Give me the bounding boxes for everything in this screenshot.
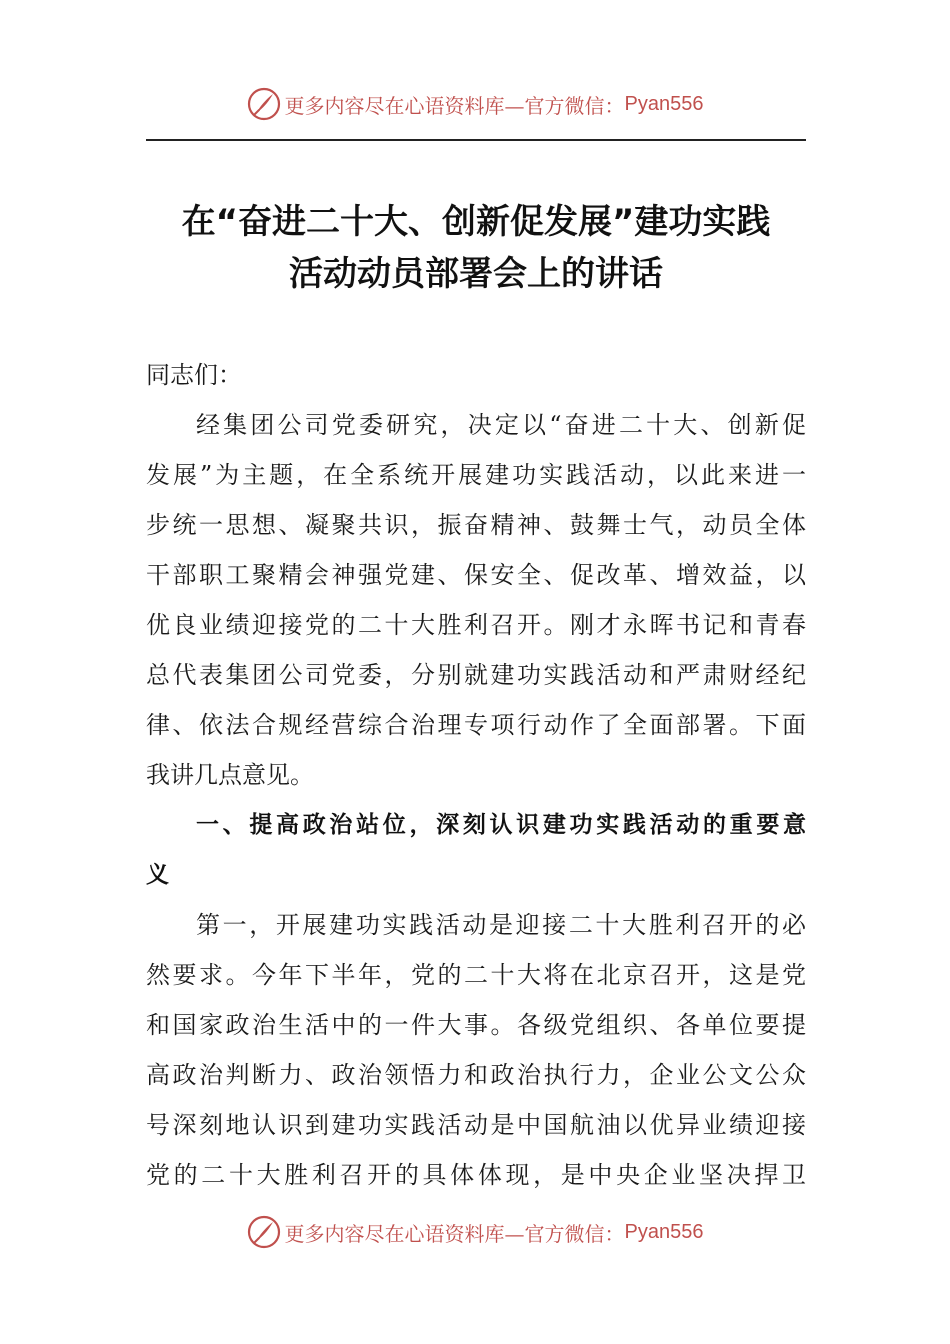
paragraph-1-line: 总代表集团公司党委，分别就建功实践活动和严肃财经纪 bbox=[146, 661, 806, 689]
paragraph-2-line: 和国家政治生活中的一件大事。各级党组织、各单位要提 bbox=[146, 1011, 806, 1039]
header-watermark-banner bbox=[0, 84, 950, 124]
section-heading-1-continued: 义 bbox=[146, 862, 169, 888]
paragraph-1-line: 干部职工聚精会神强党建、保安全、促改革、增效益，以 bbox=[146, 561, 806, 589]
paragraph-1-line: 发展”为主题，在全系统开展建功实践活动，以此来进一 bbox=[146, 461, 806, 489]
paragraph-2-line: 党的二十大胜利召开的具体体现，是中央企业坚决捍卫 bbox=[146, 1161, 806, 1189]
salutation: 同志们： bbox=[146, 361, 242, 389]
paragraph-1-line: 我讲几点意见。 bbox=[146, 761, 314, 789]
banner-text: 更多内容尽在心语资料库—官方微信： bbox=[284, 1221, 625, 1246]
banner-wechat-handle: Pyan556 bbox=[624, 1220, 704, 1243]
section-heading-1: 一、提高政治站位，深刻认识建功实践活动的重要意 bbox=[196, 812, 806, 838]
footer-watermark-banner bbox=[0, 1212, 950, 1252]
banner-wechat-handle: Pyan556 bbox=[624, 92, 704, 115]
paragraph-2-line: 然要求。今年下半年，党的二十大将在北京召开，这是党 bbox=[146, 961, 806, 989]
paragraph-2-line: 第一，开展建功实践活动是迎接二十大胜利召开的必 bbox=[196, 911, 806, 939]
quill-pen-icon bbox=[247, 1215, 281, 1249]
title-line-1: 在“奋进二十大、创新促发展”建功实践 bbox=[181, 202, 771, 242]
banner-text: 更多内容尽在心语资料库—官方微信： bbox=[284, 93, 625, 118]
quill-pen-icon bbox=[247, 87, 281, 121]
document-body bbox=[146, 350, 806, 1200]
header-divider bbox=[146, 139, 806, 141]
paragraph-1-line: 优良业绩迎接党的二十大胜利召开。刚才永晖书记和青春 bbox=[146, 611, 806, 639]
paragraph-1-line: 律、依法合规经营综合治理专项行动作了全面部署。下面 bbox=[146, 711, 806, 739]
paragraph-1-line: 步统一思想、凝聚共识，振奋精神、鼓舞士气，动员全体 bbox=[146, 511, 806, 539]
document-title bbox=[146, 196, 806, 300]
paragraph-1-line: 经集团公司党委研究，决定以“奋进二十大、创新促 bbox=[196, 411, 806, 439]
paragraph-2-line: 号深刻地认识到建功实践活动是中国航油以优异业绩迎接 bbox=[146, 1111, 806, 1139]
paragraph-2-line: 高政治判断力、政治领悟力和政治执行力，企业公文公众 bbox=[146, 1061, 806, 1089]
title-line-2: 活动动员部署会上的讲话 bbox=[289, 254, 663, 294]
